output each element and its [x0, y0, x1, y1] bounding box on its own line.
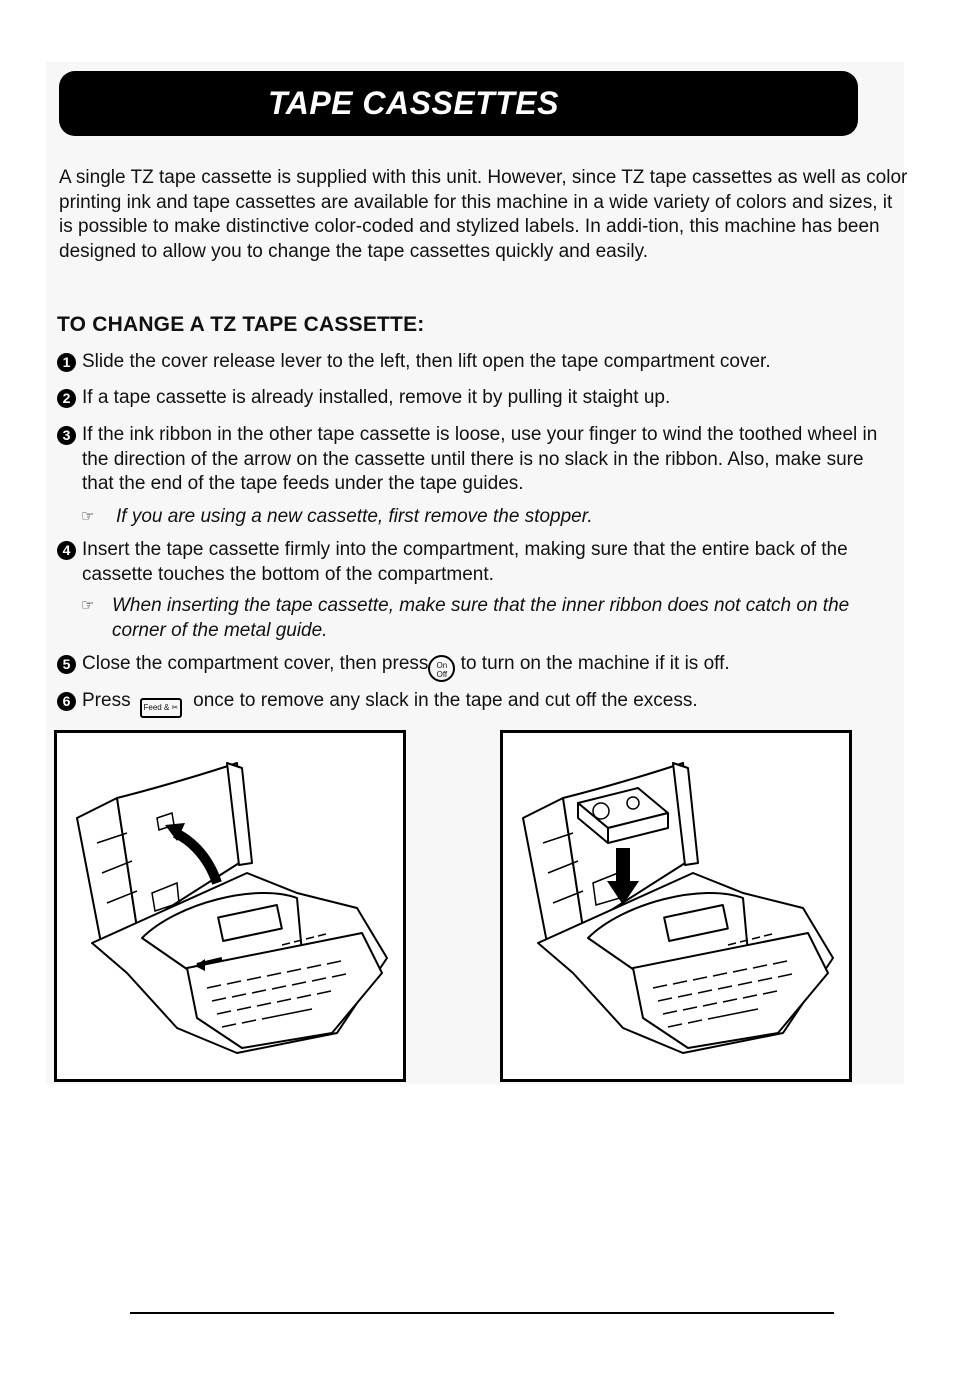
open-cover-illustration [57, 733, 403, 1079]
step-text-3: If the ink ribbon in the other tape cassette is loose, use your finger to wind the toothed wheel in the direction of the arrow on the cassette until there is no slack in the ribbon. Also, make sure that the end of the tape feeds under the tape guides. [82, 424, 878, 494]
step-number-5: 5 [57, 655, 76, 674]
step-number-4: 4 [57, 541, 76, 560]
note-text-2: When inserting the tape cassette, make sure that the inner ribbon does not catch on the corner of the metal guide. [112, 595, 850, 641]
step-text-1: Slide the cover release lever to the left, then lift open the tape compartment cover. [82, 351, 771, 372]
step-text-5 [82, 652, 907, 682]
pointing-hand-icon: ☞ [81, 597, 95, 614]
feed-cut-key-icon: Feed & ✂ [140, 698, 182, 718]
step-6-text-before: Press [82, 690, 131, 711]
on-off-key-top: On [436, 661, 448, 670]
section-heading: TO CHANGE A TZ TAPE CASSETTE: [57, 313, 425, 336]
step-text-4: Insert the tape cassette firmly into the compartment, making sure that the entire back of the cassette touches the bottom of the compartment. [82, 539, 848, 585]
step-5-text-before: Close the compartment cover, then press [82, 653, 429, 674]
step-text-2: If a tape cassette is already installed, remove it by pulling it staight up. [82, 387, 671, 408]
step-5-text-after: to turn on the machine if it is off. [460, 653, 730, 674]
step-number-2: 2 [57, 389, 76, 408]
intro-paragraph: A single TZ tape cassette is supplied with this unit. However, since TZ tape cassettes as well as color printing ink and tape cassettes are available for this machine in a wide variety of colors and sizes, it is possible to make distinctive color-coded and stylized labels. In addi-tion, this machine has been designed to allow you to change the tape cassettes quickly and easily. [59, 167, 908, 262]
page-title: TAPE CASSETTES [268, 85, 559, 121]
on-off-key-bottom: Off [436, 670, 448, 679]
step-text-6 [82, 689, 907, 718]
note-text-1: If you are using a new cassette, first remove the stopper. [116, 506, 593, 527]
insert-cassette-illustration [503, 733, 849, 1079]
step-number-1: 1 [57, 353, 76, 372]
on-off-key-icon [428, 655, 455, 682]
pointing-hand-icon: ☞ [81, 508, 95, 525]
step-number-3: 3 [57, 426, 76, 445]
figure-insert-cassette [500, 730, 852, 1082]
step-6-text-after: once to remove any slack in the tape and cut off the excess. [193, 690, 698, 711]
step-number-6: 6 [57, 692, 76, 711]
title-bar [59, 71, 858, 136]
figure-open-cover [54, 730, 406, 1082]
footer-rule [130, 1312, 834, 1314]
